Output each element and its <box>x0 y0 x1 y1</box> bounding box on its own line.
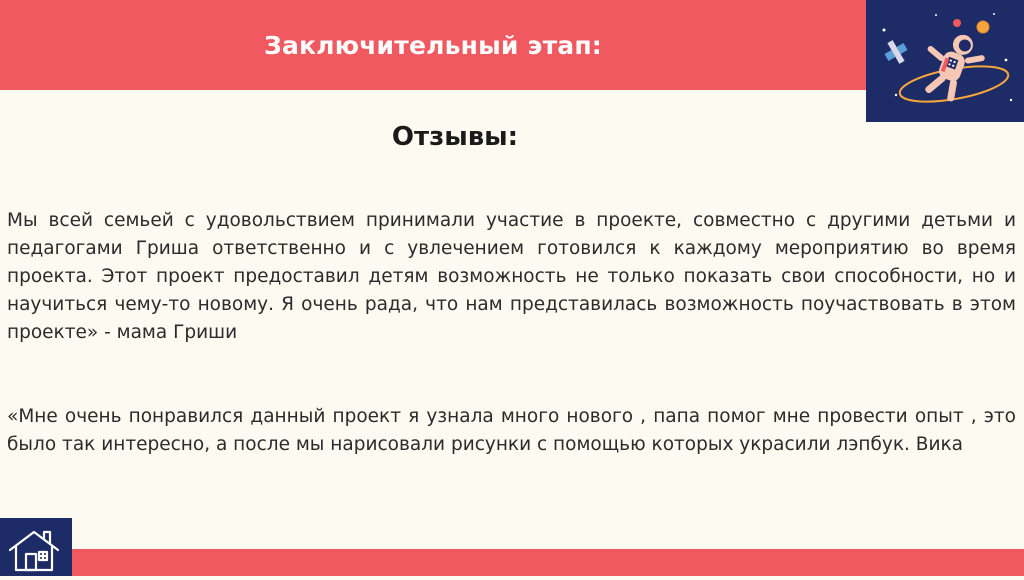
page-title: Заключительный этап: <box>263 30 602 60</box>
review-text: «Мне очень понравился данный проект я узнала много нового , папа помог мне провести опыт , это было так интересно, а после мы нарисовали рисунки с помощью которых украсили лэпбук. Вика <box>7 406 1016 455</box>
footer-band <box>0 549 1024 576</box>
astronaut-illustration <box>866 0 1024 122</box>
home-icon <box>0 518 72 576</box>
section-title: Отзывы: <box>391 122 519 152</box>
home-button[interactable] <box>0 518 72 576</box>
review-text: Мы всей семьей с удовольствием принимали участие в проекте, совместно с другими детьми и педагогами Гриша ответственно и с увлечением готовился к каждому мероприятию во время проекта. Этот проект предоставил детям возможность не только показать свои способности, но и научиться чему-то новому. Я очень рада, что нам представилась возможность поучаствовать в этом проекте» - мама Гриши <box>7 210 1016 343</box>
astronaut-icon <box>866 0 1024 122</box>
